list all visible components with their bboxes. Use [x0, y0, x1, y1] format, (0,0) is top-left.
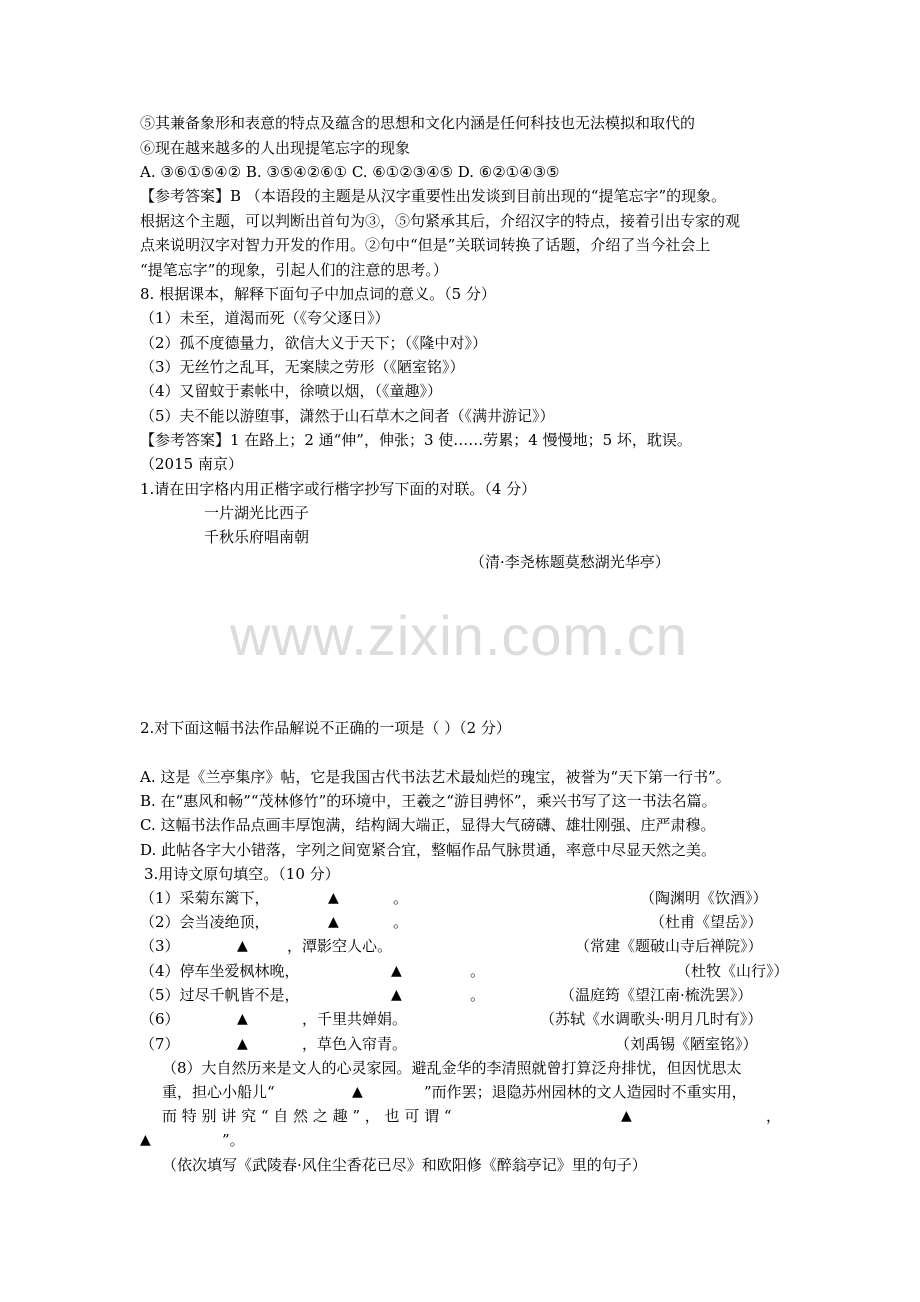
- blank-marker: ▲: [391, 963, 402, 979]
- question-3-heading: 3.用诗文原句填空。（10 分）: [144, 865, 340, 883]
- fill-item-source: （苏轼《水调歌头·明月几时有》）: [540, 1010, 763, 1028]
- option-a: A. 这是《兰亭集序》帖，它是我国古代书法艺术最灿烂的瑰宝，被誉为“天下第一行书”。: [140, 768, 731, 786]
- blank-marker: ▲: [328, 890, 339, 906]
- blank-marker: ▲: [621, 1108, 632, 1124]
- watermark: www.zixin.com.cn: [230, 604, 688, 667]
- fill-item: （5）过尽千帆皆不是，: [140, 986, 300, 1004]
- blank-marker: ▲: [352, 1084, 363, 1100]
- fill-item-end: ”而作罢；退隐苏州园林的文人造园时不重实用，: [424, 1083, 747, 1101]
- fill-item-end: ”。: [222, 1131, 245, 1149]
- text-line: 根据这个主题，可以判断出首句为③，⑤句紧承其后，介绍汉字的特点，接着引出专家的观: [140, 212, 741, 230]
- question-2-heading: 2.对下面这幅书法作品解说不正确的一项是（ ）（2 分）: [140, 719, 511, 737]
- fill-item: （6）: [140, 1010, 180, 1028]
- question-8-heading: 8. 根据课本，解释下面句子中加点词的意义。（5 分）: [140, 285, 496, 303]
- fill-item-end: ，: [766, 1107, 782, 1125]
- text-line: （8）大自然历来是文人的心灵家园。避乱金华的李清照就曾打算泛舟排忧，但因忧思太: [162, 1059, 742, 1077]
- answer-line: 【参考答案】1 在路上；2 通“伸”，伸张；3 使……劳累；4 慢慢地；5 坏，耽误。: [140, 431, 692, 449]
- fill-item-source: （杜甫《望岳》）: [650, 913, 763, 931]
- section-label: （2015 南京）: [140, 455, 243, 473]
- text-line: （3）无丝竹之乱耳，无案牍之劳形（《陋室铭》）: [140, 358, 465, 376]
- fill-item-source: （杜牧《山行》）: [676, 962, 789, 980]
- fill-item-end: 。: [393, 889, 409, 907]
- blank-marker: ▲: [140, 1132, 151, 1148]
- blank-marker: ▲: [237, 938, 248, 954]
- text-line: 【参考答案】B （本语段的主题是从汉字重要性出发谈到目前出现的“提笔忘字”的现象。: [140, 187, 727, 205]
- fill-item-end: ，草色入帘青。: [302, 1035, 408, 1053]
- fill-item-end: ，潭影空人心。: [287, 937, 393, 955]
- text-line: ⑥现在越来越多的人出现提笔忘字的现象: [140, 139, 411, 157]
- fill-item-end: ，千里共婵娟。: [302, 1010, 408, 1028]
- fill-item: （7）: [140, 1035, 180, 1053]
- fill-item-source: （常建《题破山寺后禅院》）: [575, 937, 763, 955]
- fill-item: 而 特 别 讲 究 “ 自 然 之 趣 ” ， 也 可 谓 “: [162, 1107, 452, 1125]
- text-line: “提笔忘字”的现象，引起人们的注意的思考。）: [140, 261, 448, 279]
- couplet-source: （清·李尧栋题莫愁湖光华亭）: [470, 553, 670, 571]
- fill-item-end: 。: [470, 962, 486, 980]
- fill-instruction: （依次填写《武陵春·风住尘香花已尽》和欧阳修《醉翁亭记》里的句子）: [162, 1156, 647, 1174]
- fill-item-source: （刘禹锡《陋室铭》）: [615, 1035, 758, 1053]
- question-1-heading: 1.请在田字格内用正楷字或行楷字抄写下面的对联。（4 分）: [140, 480, 537, 498]
- fill-item-end: 。: [470, 986, 486, 1004]
- couplet-line: 一片湖光比西子: [204, 504, 310, 522]
- blank-marker: ▲: [237, 1011, 248, 1027]
- text-line: A. ③⑥①⑤④② B. ③⑤④②⑥① C. ⑥①②③④⑤ D. ⑥②①④③⑤: [140, 163, 560, 181]
- fill-item: 重，担心小船儿“: [162, 1083, 275, 1101]
- fill-item-source: （陶渊明《饮酒》）: [640, 889, 768, 907]
- fill-item: （4）停车坐爱枫林晚，: [140, 962, 300, 980]
- blank-marker: ▲: [328, 914, 339, 930]
- fill-item-source: （温庭筠《望江南·梳洗罢》）: [560, 986, 753, 1004]
- text-line: 点来说明汉字对智力开发的作用。②句中“但是”关联词转换了话题，介绍了当今社会上: [140, 236, 711, 254]
- text-line: （4）又留蚊于素帐中，徐喷以烟，（《童趣》）: [140, 382, 443, 400]
- fill-item: （1）采菊东篱下，: [140, 889, 270, 907]
- text-line: （2）孤不度德量力，欲信大义于天下；（《隆中对》）: [140, 334, 488, 352]
- option-d: D. 此帖各字大小错落，字列之间宽紧合宜，整幅作品气脉贯通，率意中尽显天然之美。: [140, 841, 717, 859]
- option-c: C. 这幅书法作品点画丰厚饱满，结构阔大端正，显得大气磅礴、雄壮刚强、庄严肃穆。: [140, 816, 716, 834]
- fill-item-end: 。: [393, 913, 409, 931]
- text-line: ⑤其兼备象形和表意的特点及蕴含的思想和文化内涵是任何科技也无法模拟和取代的: [140, 114, 696, 132]
- fill-item: （3）: [140, 937, 180, 955]
- fill-item: （2）会当凌绝顶，: [140, 913, 270, 931]
- blank-marker: ▲: [391, 987, 402, 1003]
- blank-marker: ▲: [237, 1036, 248, 1052]
- text-line: （1）未至，道渴而死（《夸父逐日》）: [140, 309, 390, 327]
- text-line: （5）夫不能以游堕事，潇然于山石草木之间者（《满井游记》）: [140, 407, 555, 425]
- couplet-line: 千秋乐府唱南朝: [204, 528, 310, 546]
- option-b: B. 在“惠风和畅”“茂林修竹”的环境中，王羲之“游目骋怀”，乘兴书写了这一书法名篇。: [140, 792, 717, 810]
